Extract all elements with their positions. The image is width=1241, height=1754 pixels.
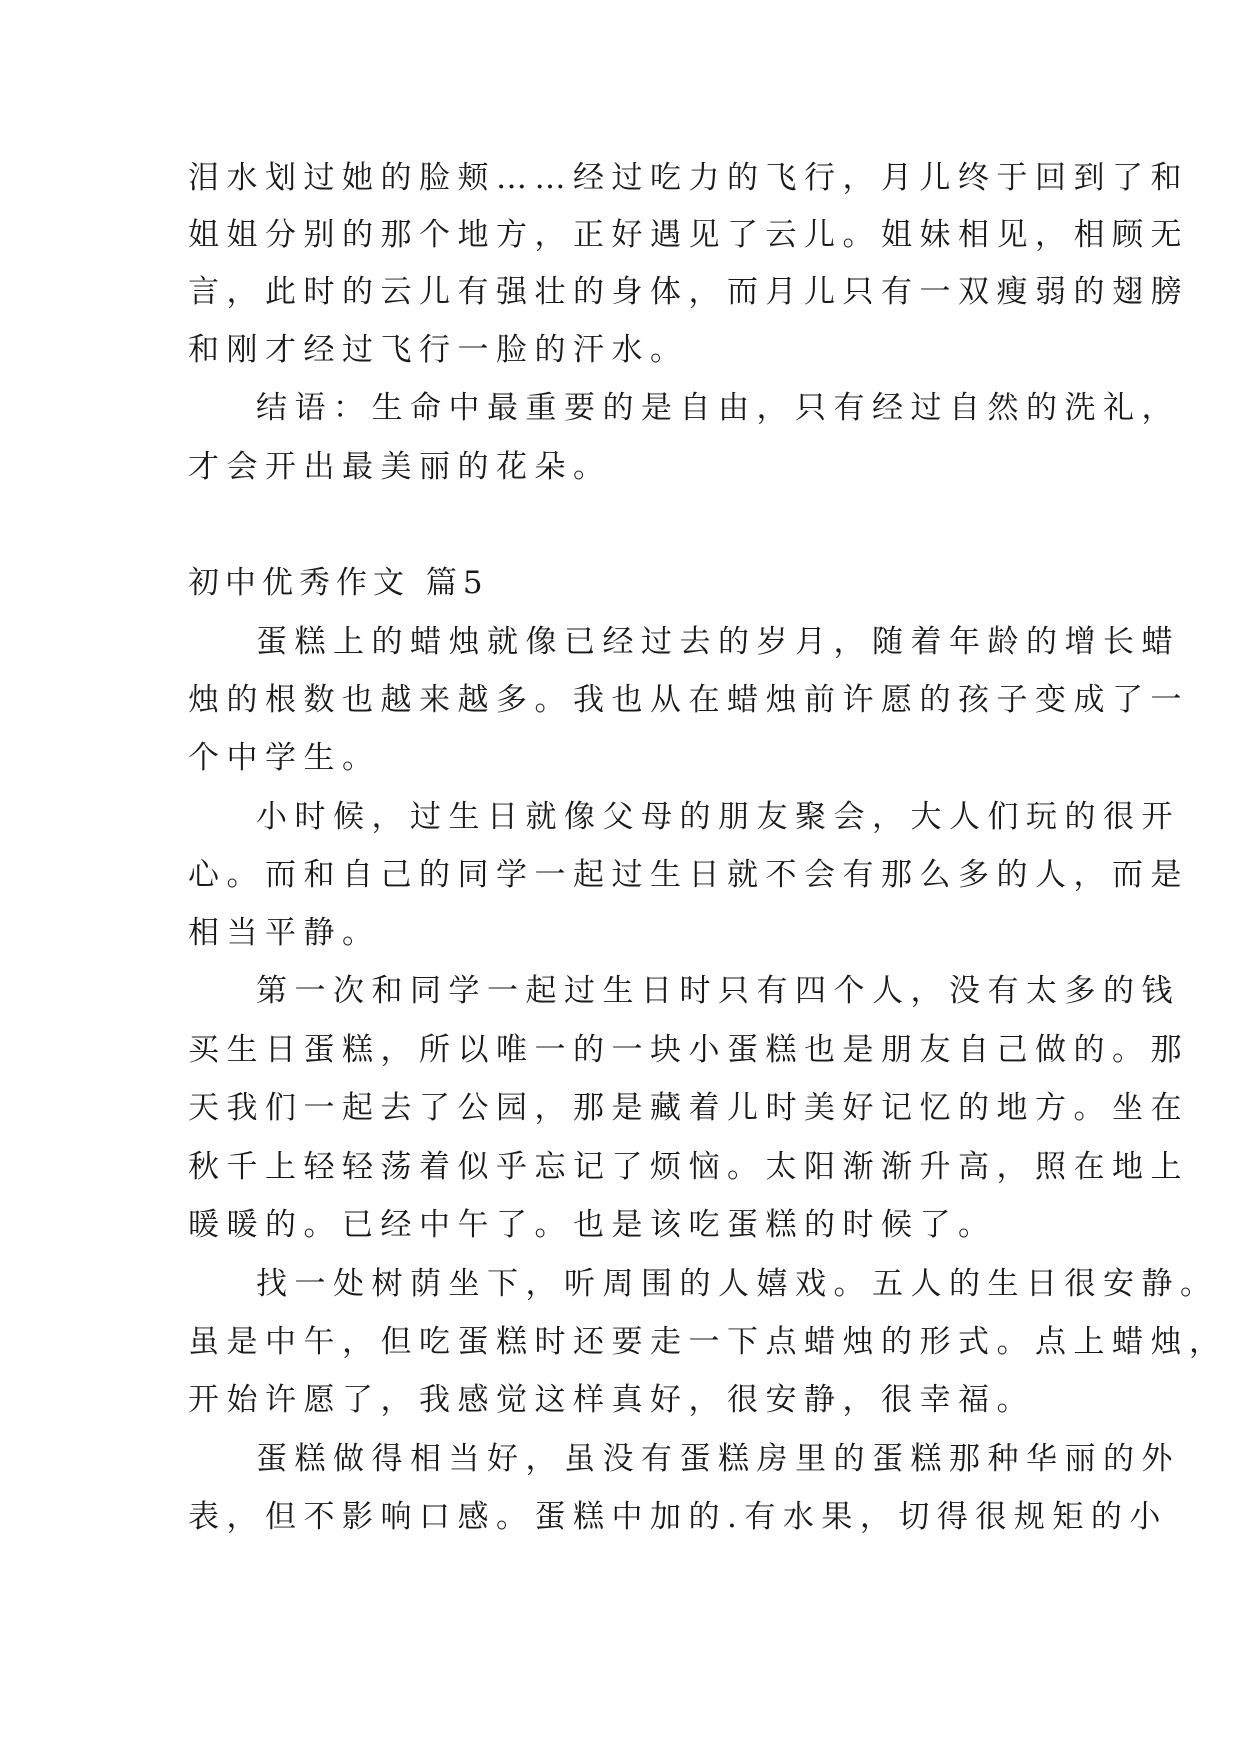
paragraph-line: 开始许愿了，我感觉这样真好，很安静，很幸福。 [188, 1382, 1035, 1418]
paragraph-line: 虽是中午，但吃蛋糕时还要走一下点蜡烛的形式。点上蜡烛， [188, 1324, 1228, 1360]
conclusion-line: 才会开出最美丽的花朵。 [188, 449, 612, 485]
paragraph-line: 小时候，过生日就像父母的朋友聚会，大人们玩的很开 [256, 799, 1180, 835]
paragraph-line: 姐姐分别的那个地方，正好遇见了云儿。姐妹相见，相顾无 [188, 217, 1189, 253]
paragraph-line: 找一处树荫坐下，听周围的人嬉戏。五人的生日很安静。 [256, 1266, 1219, 1302]
paragraph-line: 相当平静。 [188, 915, 381, 951]
paragraph-line: 暖暖的。已经中午了。也是该吃蛋糕的时候了。 [188, 1207, 997, 1243]
conclusion-line: 结语：生命中最重要的是自由，只有经过自然的洗礼， [256, 390, 1180, 426]
paragraph-line: 蛋糕上的蜡烛就像已经过去的岁月，随着年龄的增长蜡 [256, 624, 1180, 660]
paragraph-line: 个中学生。 [188, 740, 381, 776]
paragraph-line: 泪水划过她的脸颊……经过吃力的飞行，月儿终于回到了和 [188, 160, 1189, 196]
paragraph-line: 秋千上轻轻荡着似乎忘记了烦恼。太阳渐渐升高，照在地上 [188, 1149, 1189, 1185]
paragraph-line: 买生日蛋糕，所以唯一的一块小蛋糕也是朋友自己做的。那 [188, 1032, 1189, 1068]
paragraph-line: 心。而和自己的同学一起过生日就不会有那么多的人，而是 [188, 857, 1189, 893]
paragraph-line: 第一次和同学一起过生日时只有四个人，没有太多的钱 [256, 973, 1180, 1009]
section-heading: 初中优秀作文 篇5 [188, 565, 489, 601]
paragraph-line: 天我们一起去了公园，那是藏着儿时美好记忆的地方。坐在 [188, 1090, 1189, 1126]
paragraph-line: 蛋糕做得相当好，虽没有蛋糕房里的蛋糕那种华丽的外 [256, 1441, 1180, 1477]
paragraph-line: 言，此时的云儿有强壮的身体，而月儿只有一双瘦弱的翅膀 [188, 274, 1189, 310]
paragraph-line: 烛的根数也越来越多。我也从在蜡烛前许愿的孩子变成了一 [188, 682, 1189, 718]
paragraph-line: 和刚才经过飞行一脸的汗水。 [188, 332, 689, 368]
paragraph-line: 表，但不影响口感。蛋糕中加的.有水果，切得很规矩的小 [188, 1499, 1168, 1535]
